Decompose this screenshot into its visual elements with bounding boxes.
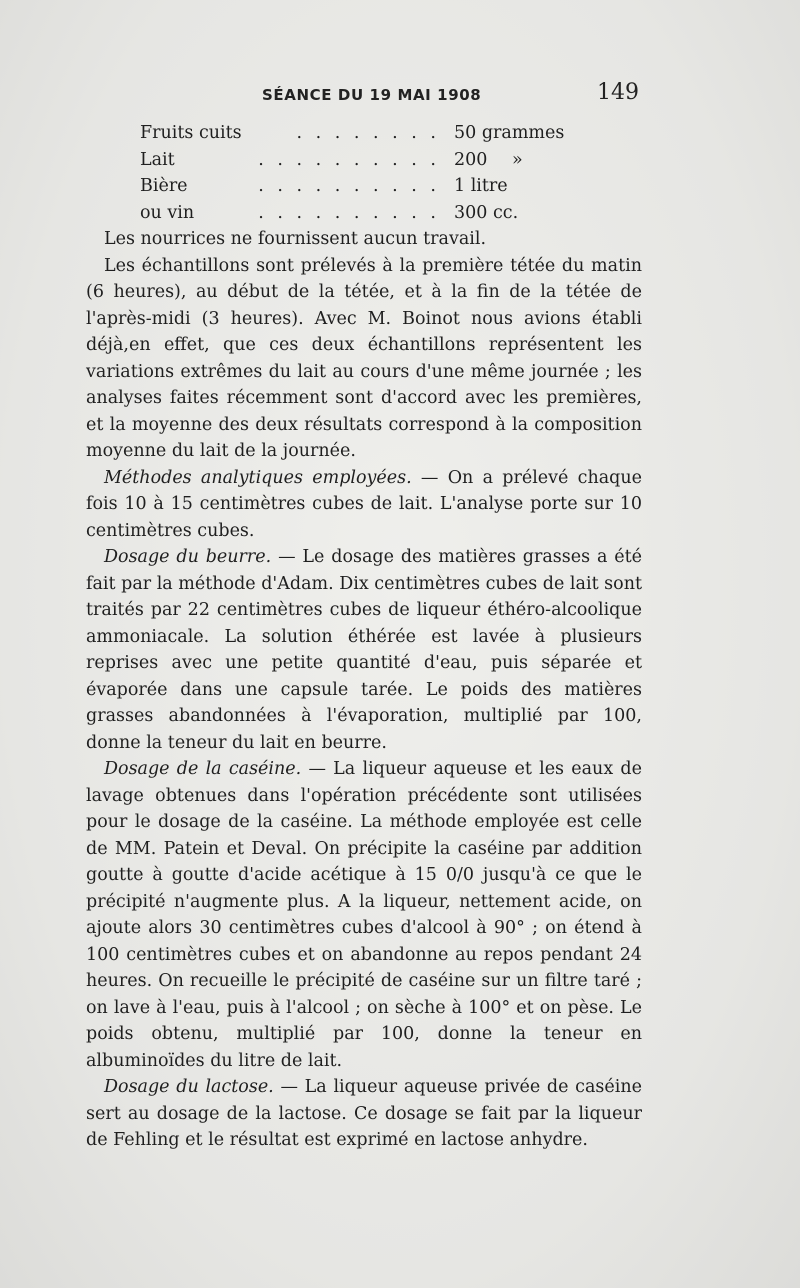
section-title: Dosage de la caséine. [104,759,302,779]
leader-dots: . . . . . . . . [296,123,440,143]
ration-row [140,200,600,227]
paragraph-beurre [86,544,642,756]
paragraph-text: — La liqueur aqueuse et les eaux de lavage obtenues dans l'opération précédente sont utilisées pour le dosage de la caséine. La méthode employée est celle de MM. Patein et Deval. On précipite la caséine par addition goutte à goutte d'acide acétique à 15 0/0 jusqu'à ce que le précipité n'augmente plus. A la liqueur, nettement acide, on ajoute alors 30 centimètres cubes d'alcool à 90° ; on étend à 100 centimètres cubes et on abandonne au repos pendant 24 heures. On recueille le précipité de caséine sur un filtre taré ; on lave à l'eau, puis à l'alcool ; on sèche à 100° et on pèse. Le poids obtenu, multiplié par 100, donne la teneur en albuminoïdes du litre de lait. [86,759,642,1071]
ration-quantity: 200 [454,149,488,170]
paragraph-text: — Le dosage des matières grasses a été fait par la méthode d'Adam. Dix centimètres cubes de lait sont traités par 22 centimètres cubes de liqueur éthéro-alcoolique ammoniacale. La solution éthérée est lavée à plusieurs reprises avec une petite quantité d'eau, puis séparée et évaporée dans une capsule tarée. Le poids des matières grasses abandonnées à l'évaporation, multiplié par 100, donne la teneur du lait en beurre. [86,547,642,753]
ration-label: ou vin [140,202,195,223]
body-text [86,226,642,1154]
ration-label: Bière [140,176,188,196]
paragraph-echantillons: Les échantillons sont prélevés à la première tétée du matin (6 heures), au début de la tétée, et à la fin de la tétée de l'après-midi (3 heures). Avec M. Boinot nous avions établi déjà,en effet, que ces deux échantillons représentent les variations extrêmes du lait au cours d'une même journée ; les analyses faites récemment sont d'accord avec les premières, et la moyenne des deux résultats correspond à la composition moyenne du lait de la journée. [86,255,642,461]
ration-row [140,120,600,147]
paragraph-lactose [86,1074,642,1154]
paragraph-nourrices: Les nourrices ne fournissent aucun travail. [104,229,487,249]
ration-label: Lait [140,149,175,170]
paragraph-text: — On a prélevé chaque fois 10 à 15 centimètres cubes de lait. L'analyse porte sur 10 centimètres cubes. [86,467,642,541]
paragraph-caseine [86,756,642,1074]
ration-quantity: 300 cc. [454,202,519,223]
running-head: SÉANCE DU 19 MAI 1908 [262,86,482,104]
page-number: 149 [597,80,639,105]
page-header [0,80,800,110]
ration-label: Fruits cuits [140,123,242,143]
ration-unit: » [512,149,523,170]
section-title: Méthodes analytiques employées. [104,467,412,488]
leader-dots: . . . . . . . . . . [258,176,440,196]
section-title: Dosage du beurre. [104,547,272,567]
ration-list [140,120,600,226]
section-title: Dosage du lactose. [104,1077,274,1097]
leader-dots: . . . . . . . . . . [258,202,440,223]
ration-row [140,147,600,174]
ration-quantity: 50 grammes [454,123,565,143]
paragraph-text: — La liqueur aqueuse privée de caséine sert au dosage de la lactose. Ce dosage se fait par la liqueur de Fehling et le résultat est exprimé en lactose anhydre. [86,1077,642,1150]
paragraph-methodes [86,465,642,545]
ration-quantity: 1 litre [454,176,508,196]
ration-row [140,173,600,200]
leader-dots: . . . . . . . . . . [258,149,440,170]
